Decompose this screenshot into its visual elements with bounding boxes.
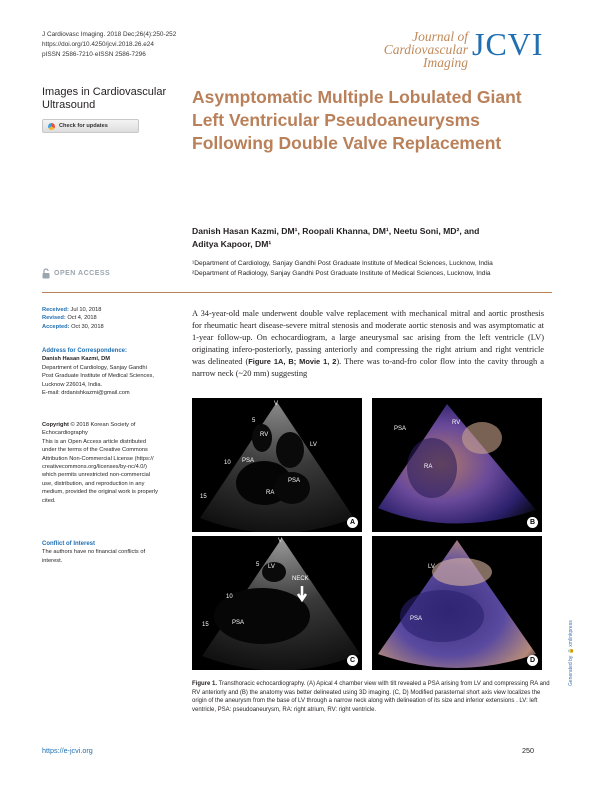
- panel-badge: B: [527, 517, 538, 528]
- email-link[interactable]: E-mail: drdanishkazmi@gmail.com: [42, 390, 130, 397]
- journal-name: Journal of Cardiovascular Imaging: [383, 29, 468, 70]
- open-lock-icon: [42, 268, 50, 279]
- echo-image-d: [372, 536, 542, 670]
- citation-block: [42, 30, 176, 60]
- correspondence-block: Address for Correspondence: Danish Hasan Kazmi, DM Department of Cardiology, Sanjay Gandhi Post Graduate Institute of Medical Sciences, Lucknow 226014, India. E-mail: drdanishkazmi@gmail.com: [42, 347, 178, 397]
- issn-line: pISSN 2586-7210·eISSN 2586-7296: [42, 51, 146, 58]
- check-for-updates-button[interactable]: Check for updates: [42, 119, 139, 133]
- figure-reference-link[interactable]: Figure 1A, B; Movie 1, 2: [248, 357, 337, 366]
- echo-image-a: [192, 398, 362, 532]
- author-list: Danish Hasan Kazmi, DM¹, Roopali Khanna, DM¹, Neetu Soni, MD², and Aditya Kapoor, DM¹: [192, 226, 480, 249]
- panel-badge: A: [347, 517, 358, 528]
- crossmark-icon: [48, 123, 55, 130]
- generator-mark: Generated by 🔒 xmlinkpress: [568, 620, 574, 686]
- figure-panel-d: LV PSA D: [372, 536, 542, 670]
- journal-logo: JCVI: [472, 26, 544, 62]
- article-title: Asymptomatic Multiple Lobulated Giant Left Ventricular Pseudoaneurysms Following Double Valve Replacement: [192, 87, 522, 153]
- copyright-block: Copyright © 2018 Korean Society of Echocardiography This is an Open Access article distributed under the terms of the Creative Commons Attribution Non-Commercial License (https:// creativecommons.org/licenses/by-nc/4.0/) which permits unrestricted non-commercial use, distribution, and reproduction in any medium, provided the original work is properly cited.: [42, 421, 178, 505]
- section-divider: [42, 292, 552, 293]
- panel-badge: C: [347, 655, 358, 666]
- affiliations: ¹Department of Cardiology, Sanjay Gandhi Post Graduate Institute of Medical Sciences, Lucknow, India ²Department of Radiology, Sanjay Gandhi Post Graduate Institute of Medical Sciences, Lucknow, India: [192, 260, 493, 277]
- doi-link[interactable]: https://doi.org/10.4250/jcvi.2018.26.e24: [42, 41, 154, 48]
- article-category: Images in Cardiovascular Ultrasound: [42, 86, 167, 111]
- page-number: 250: [522, 746, 534, 755]
- echo-image-b: [372, 398, 542, 532]
- license-link[interactable]: creativecommons.org/licenses/by-nc/4.0/): [42, 464, 147, 471]
- conflict-block: Conflict of Interest The authors have no financial conflicts of interest.: [42, 541, 146, 564]
- figure-panel-c: V 5 LV NECK 10 PSA 15 C: [192, 536, 362, 670]
- figure-panel-a: V 5 RV LV PSA PSA RA 10 15 A: [192, 398, 362, 532]
- dates-block: Received: Jul 10, 2018 Revised: Oct 4, 2018 Accepted: Oct 30, 2018: [42, 307, 104, 330]
- figure-panel-b: RV PSA RA B: [372, 398, 542, 532]
- panel-badge: D: [527, 655, 538, 666]
- figure-caption: Figure 1. Transthoracic echocardiography. (A) Apical 4 chamber view with tilt revealed a PSA arising from LV and compressing RA and RV anteriorly and (B) the anatomy was better delineated using 3D imaging. (C, D) Modified parasternal short axis view localizes the origin of the aneurysm from the base of LV through a narrow neck along with delineation of its size and inferior extensions . LV: left ventricle, PSA: pseudoaneurysm, RA: right atrium, RV: right ventricle.: [192, 681, 550, 713]
- journal-url-link[interactable]: https://e-jcvi.org: [42, 746, 93, 755]
- echo-image-c: [192, 536, 362, 670]
- citation-line: J Cardiovasc Imaging. 2018 Dec;26(4):250-252: [42, 31, 177, 38]
- open-access-badge: OPEN ACCESS: [42, 268, 110, 279]
- body-paragraph: A 34-year-old male underwent double valve replacement with mechanical mitral and aortic prosthesis for rheumatic heart disease-severe mitral stenosis and moderate aortic stenosis and was asymptomatic at 1-year follow-up. On echocardiogram, a large aneurysmal sac arising from the left ventricle (LV) originating infero-posteriorly, passing anteriorly and compressing the right atrium and right ventricle was delineated (Figure 1A, B; Movie 1, 2). There was to-and-fro color flow into the cavity through a narrow neck (~20 mm) suggesting: [192, 309, 544, 378]
